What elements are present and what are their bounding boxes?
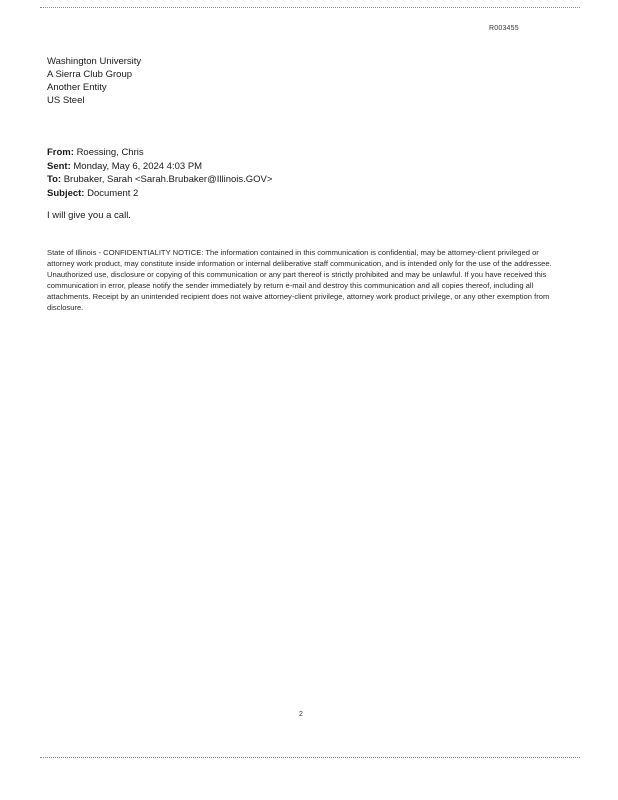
organization-list — [47, 55, 141, 107]
from-row — [47, 146, 272, 160]
organization-line: A Sierra Club Group — [47, 69, 133, 80]
email-body: I will give you a call. — [47, 210, 131, 221]
to-row — [47, 173, 272, 187]
sent-label: Sent: — [47, 160, 71, 172]
subject-row — [47, 187, 272, 201]
bates-number: R003455 — [489, 25, 519, 32]
from-value: Roessing, Chris — [76, 147, 144, 158]
sent-value: Monday, May 6, 2024 4:03 PM — [73, 160, 203, 172]
email-header-block — [47, 146, 272, 200]
sent-row — [47, 160, 272, 174]
subject-value: Document 2 — [87, 187, 139, 199]
page-number: 2 — [299, 711, 303, 718]
from-label: From: — [47, 147, 74, 158]
subject-label: Subject: — [47, 187, 85, 199]
confidentiality-notice: State of Illinois - CONFIDENTIALITY NOTICE: The information contained in this communication is confidential, may be attorney-client privileged or attorney work product, may constitute inside information or internal deliberative staff communication, and is intended only for the use of the addressee. Unauthorized use, disclosure or copying of this communication or any part thereof is strictly prohibited and may be unlawful. If you have received this communication in error, please notify the sender immediately by return e-mail and destroy this communication and all copies thereof, including all attachments. Receipt by an unintended recipient does not waive attorney-client privilege, attorney work product privilege, or any other exemption from disclosure. — [47, 248, 552, 313]
to-label: To: — [47, 174, 62, 185]
organization-line: Washington University — [47, 56, 142, 67]
scan-top-edge — [40, 7, 580, 8]
to-value: Brubaker, Sarah <Sarah.Brubaker@Illinois.GOV> — [63, 174, 273, 185]
organization-line: US Steel — [47, 95, 85, 106]
organization-line: Another Entity — [47, 82, 107, 93]
scan-bottom-edge — [40, 757, 580, 758]
